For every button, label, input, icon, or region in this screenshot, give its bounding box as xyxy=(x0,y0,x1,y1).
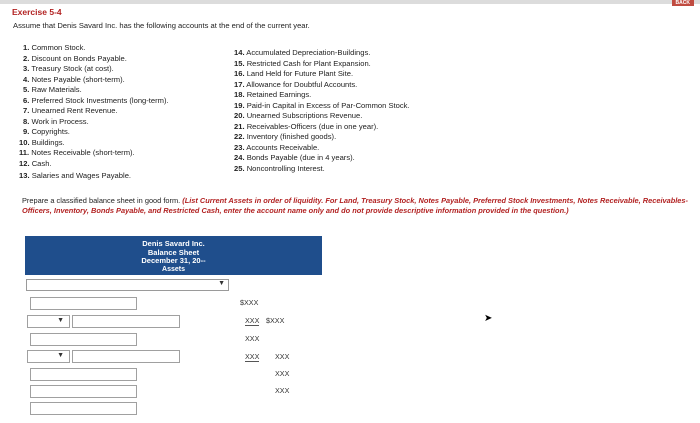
back-button[interactable]: BACK xyxy=(672,0,694,6)
account-item: 18. Retained Earnings. xyxy=(234,90,312,99)
account-item: 24. Bonds Payable (due in 4 years). xyxy=(234,153,355,162)
account-item: 14. Accumulated Depreciation-Buildings. xyxy=(234,48,371,57)
account-select[interactable] xyxy=(27,350,70,363)
balance-sheet-header xyxy=(25,236,322,275)
account-name-input[interactable] xyxy=(30,297,137,310)
statement-name: Balance Sheet xyxy=(147,247,200,257)
chevron-down-icon: ▼ xyxy=(218,280,225,287)
amount-value: XXX xyxy=(275,369,290,378)
account-name-input[interactable] xyxy=(72,315,180,328)
account-item: 3. Treasury Stock (at cost). xyxy=(23,64,114,73)
amount-value: XXX xyxy=(245,316,260,325)
account-item: 4. Notes Payable (short-term). xyxy=(23,74,125,84)
account-item: 2. Discount on Bonds Payable. xyxy=(23,53,127,63)
amount-value: $XXX xyxy=(240,298,259,307)
instructions: Prepare a classified balance sheet in good form. (List Current Assets in order of liquidity. For Land, Treasury Stock, Notes Payable, Preferred Stock Investments, Notes Receivable, Receivables-Officers, Inventory, Bonds Payable, and Restricted Cash, enter the account name only and do not provide descriptive information provided in the question.) xyxy=(22,196,688,215)
exercise-title: Exercise 5-4 xyxy=(12,7,62,17)
account-item: 1. Common Stock. xyxy=(23,43,86,52)
top-bar xyxy=(0,0,700,4)
account-name-input[interactable] xyxy=(30,402,137,415)
account-item: 21. Receivables-Officers (due in one year). xyxy=(234,121,379,131)
account-select[interactable] xyxy=(27,315,70,328)
mouse-cursor-icon: ➤ xyxy=(484,313,493,324)
account-name-input[interactable] xyxy=(72,350,180,363)
account-item: 8. Work in Process. xyxy=(23,116,89,126)
chevron-down-icon: ▼ xyxy=(57,352,64,359)
section-heading: Assets xyxy=(162,265,185,273)
amount-value: XXX xyxy=(245,334,260,343)
account-name-input[interactable] xyxy=(30,368,137,381)
account-item: 7. Unearned Rent Revenue. xyxy=(23,106,118,115)
amount-value: $XXX xyxy=(266,316,285,325)
account-item: 10. Buildings. xyxy=(19,137,65,147)
account-item: 22. Inventory (finished goods). xyxy=(234,132,337,141)
account-item: 23. Accounts Receivable. xyxy=(234,142,320,152)
account-item: 5. Raw Materials. xyxy=(23,85,82,94)
chevron-down-icon: ▼ xyxy=(57,317,64,324)
account-item: 25. Noncontrolling Interest. xyxy=(234,163,325,173)
account-item: 9. Copyrights. xyxy=(23,127,70,136)
amount-value: XXX xyxy=(275,352,290,361)
company-name: Denis Savard Inc. xyxy=(142,239,205,248)
account-item: 11. Notes Receivable (short-term). xyxy=(19,148,135,157)
account-item: 15. Restricted Cash for Plant Expansion. xyxy=(234,58,371,68)
amount-value: XXX xyxy=(245,352,260,361)
account-name-input[interactable] xyxy=(30,385,137,398)
intro-text: Assume that Denis Savard Inc. has the following accounts at the end of the current year. xyxy=(13,21,310,30)
account-name-input[interactable] xyxy=(30,333,137,346)
account-item: 13. Salaries and Wages Payable. xyxy=(19,171,132,180)
account-item: 20. Unearned Subscriptions Revenue. xyxy=(234,111,363,120)
account-item: 17. Allowance for Doubtful Accounts. xyxy=(234,79,358,89)
account-item: 12. Cash. xyxy=(19,158,52,168)
section-select[interactable] xyxy=(26,279,229,291)
account-item: 6. Preferred Stock Investments (long-term). xyxy=(23,95,169,105)
account-item: 19. Paid-in Capital in Excess of Par-Common Stock. xyxy=(234,100,410,110)
account-item: 16. Land Held for Future Plant Site. xyxy=(234,69,354,78)
statement-date: December 31, 20-- xyxy=(141,256,206,266)
amount-value: XXX xyxy=(275,386,290,395)
